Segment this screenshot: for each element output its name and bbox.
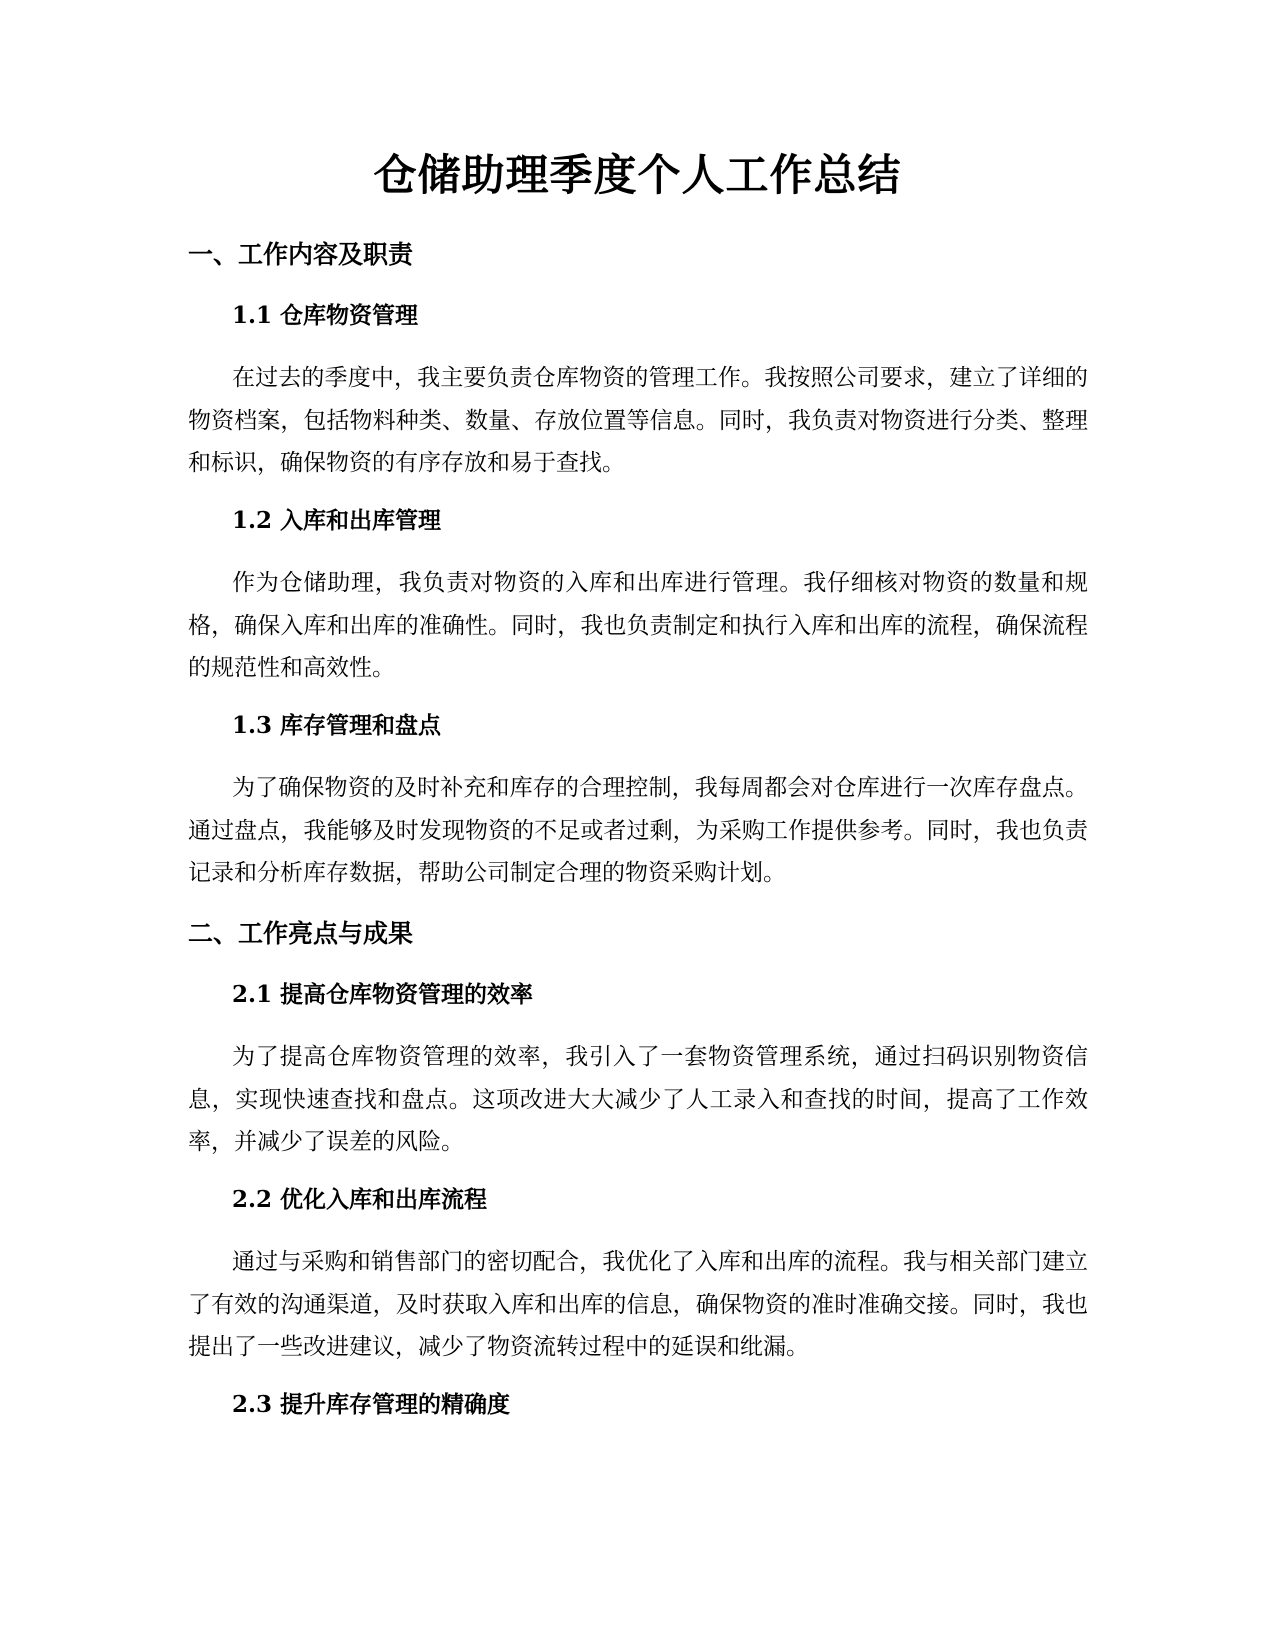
paragraph-1-3: 为了确保物资的及时补充和库存的合理控制，我每周都会对仓库进行一次库存盘点。通过盘点，我能够及时发现物资的不足或者过剩，为采购工作提供参考。同时，我也负责记录和分析库存数据，帮助公司制定合理的物资采购计划。 (188, 775, 1088, 886)
paragraph-2-1: 为了提高仓库物资管理的效率，我引入了一套物资管理系统，通过扫码识别物资信息，实现快速查找和盘点。这项改进大大减少了人工录入和查找的时间，提高了工作效率，并减少了误差的风险。 (188, 1044, 1088, 1155)
paragraph-2-2: 通过与采购和销售部门的密切配合，我优化了入库和出库的流程。我与相关部门建立了有效的沟通渠道，及时获取入库和出库的信息，确保物资的准时准确交接。同时，我也提出了一些改进建议，减少了物资流转过程中的延误和纰漏。 (188, 1249, 1088, 1360)
paragraph-1-1: 在过去的季度中，我主要负责仓库物资的管理工作。我按照公司要求，建立了详细的物资档案，包括物料种类、数量、存放位置等信息。同时，我负责对物资进行分类、整理和标识，确保物资的有序存放和易于查找。 (188, 365, 1088, 476)
subsection-heading-2-3: 2.3 提升库存管理的精确度 (232, 1391, 511, 1418)
document-title: 仓储助理季度个人工作总结 (373, 151, 902, 201)
subsection-heading-2-2: 2.2 优化入库和出库流程 (232, 1186, 488, 1213)
paragraph-1-2: 作为仓储助理，我负责对物资的入库和出库进行管理。我仔细核对物资的数量和规格，确保入库和出库的准确性。同时，我也负责制定和执行入库和出库的流程，确保流程的规范性和高效性。 (188, 570, 1088, 681)
section-heading-1: 一、工作内容及职责 (188, 240, 414, 269)
subsection-heading-1-2: 1.2 入库和出库管理 (232, 507, 442, 534)
section-heading-2: 二、工作亮点与成果 (188, 919, 414, 948)
subsection-heading-2-1: 2.1 提高仓库物资管理的效率 (232, 981, 534, 1008)
subsection-heading-1-1: 1.1 仓库物资管理 (232, 302, 419, 329)
subsection-heading-1-3: 1.3 库存管理和盘点 (232, 712, 442, 739)
